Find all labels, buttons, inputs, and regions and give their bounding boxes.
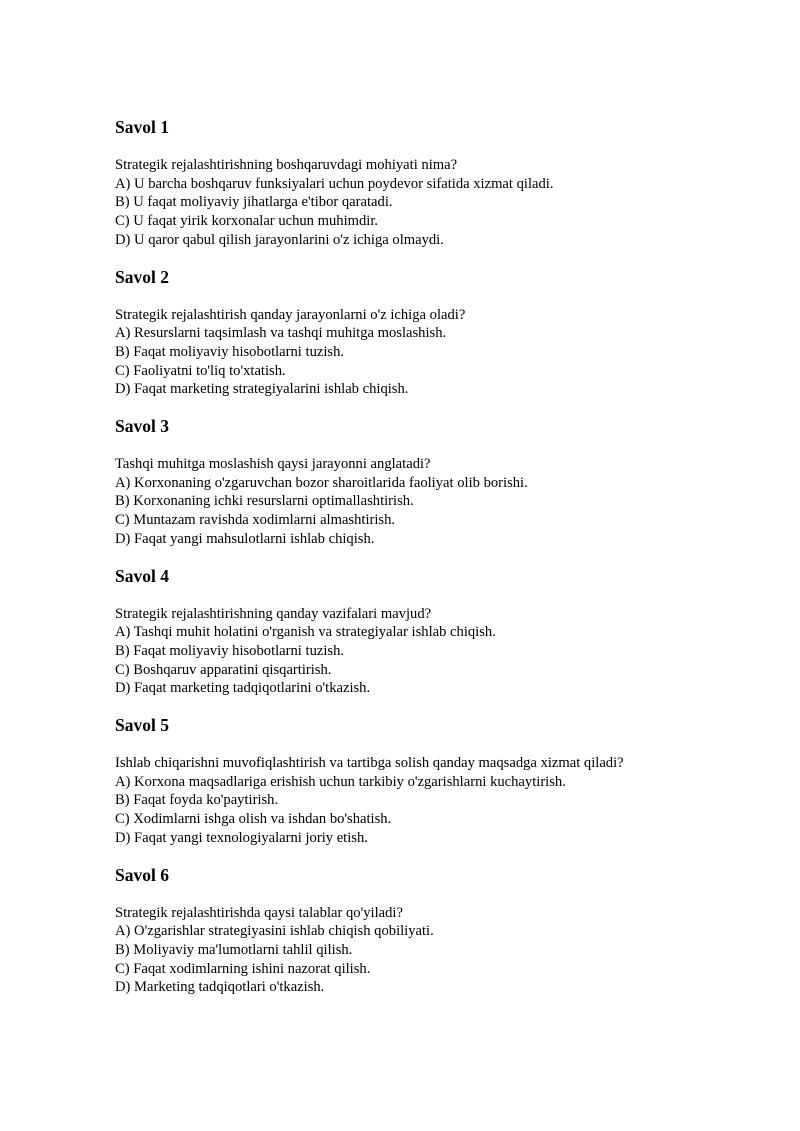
question-text: Tashqi muhitga moslashish qaysi jarayonni anglatadi?: [115, 456, 431, 473]
answer-option-d: D) U qaror qabul qilish jarayonlarini o'z ichiga olmaydi.: [115, 231, 444, 248]
answer-option-c: C) Faoliyatni to'liq to'xtatish.: [115, 362, 286, 379]
question-title: Savol 1: [115, 117, 169, 137]
question-block-2: [115, 267, 755, 400]
answer-option-d: D) Faqat yangi mahsulotlarni ishlab chiqish.: [115, 530, 375, 547]
answer-option-d: D) Marketing tadqiqotlari o'tkazish.: [115, 979, 325, 996]
document-page: [115, 117, 755, 1014]
answer-option-a: A) Korxona maqsadlariga erishish uchun tarkibiy o'zgarishlarni kuchaytirish.: [115, 773, 566, 790]
answer-option-a: A) U barcha boshqaruv funksiyalari uchun poydevor sifatida xizmat qiladi.: [115, 175, 554, 192]
question-block-3: [115, 416, 755, 549]
answer-option-c: C) Muntazam ravishda xodimlarni almashtirish.: [115, 512, 396, 529]
question-block-1: [115, 117, 755, 250]
answer-option-b: B) Faqat moliyaviy hisobotlarni tuzish.: [115, 343, 345, 360]
question-title: Savol 5: [115, 715, 169, 736]
question-block-4: [115, 566, 755, 699]
answer-option-a: A) Korxonaning o'zgaruvchan bozor sharoitlarida faoliyat olib borishi.: [115, 474, 528, 491]
answer-option-a: A) Tashqi muhit holatini o'rganish va strategiyalar ishlab chiqish.: [115, 624, 496, 641]
question-text: Ishlab chiqarishni muvofiqlashtirish va tartibga solish qanday maqsadga xizmat qiladi?: [115, 755, 624, 772]
question-block-5: [115, 715, 755, 848]
answer-option-c: C) Xodimlarni ishga olish va ishdan bo'shatish.: [115, 811, 392, 828]
answer-option-d: D) Faqat marketing tadqiqotlarini o'tkazish.: [115, 680, 371, 697]
answer-option-b: B) Moliyaviy ma'lumotlarni tahlil qilish.: [115, 941, 353, 958]
answer-option-b: B) Korxonaning ichki resurslarni optimallashtirish.: [115, 493, 414, 510]
answer-option-d: D) Faqat yangi texnologiyalarni joriy etish.: [115, 829, 368, 846]
answer-option-c: C) Boshqaruv apparatini qisqartirish.: [115, 661, 332, 678]
question-block-6: [115, 865, 755, 998]
answer-option-d: D) Faqat marketing strategiyalarini ishlab chiqish.: [115, 381, 409, 398]
question-title: Savol 6: [115, 864, 169, 885]
answer-option-a: A) Resurslarni taqsimlash va tashqi muhitga moslashish.: [115, 325, 447, 342]
answer-option-c: C) Faqat xodimlarning ishini nazorat qilish.: [115, 960, 371, 977]
question-title: Savol 4: [115, 565, 169, 586]
question-text: Strategik rejalashtirishning boshqaruvdagi mohiyati nima?: [115, 157, 458, 173]
question-text: Strategik rejalashtirish qanday jarayonlarni o'z ichiga oladi?: [115, 306, 466, 323]
answer-option-c: C) U faqat yirik korxonalar uchun muhimdir.: [115, 213, 379, 230]
question-text: Strategik rejalashtirishning qanday vazifalari mavjud?: [115, 605, 432, 622]
question-title: Savol 3: [115, 416, 169, 437]
answer-option-a: A) O'zgarishlar strategiyasini ishlab chiqish qobiliyati.: [115, 923, 434, 940]
answer-option-b: B) U faqat moliyaviy jihatlarga e'tibor qaratadi.: [115, 194, 393, 211]
question-title: Savol 2: [115, 266, 169, 287]
question-text: Strategik rejalashtirishda qaysi talablar qo'yiladi?: [115, 904, 403, 921]
answer-option-b: B) Faqat foyda ko'paytirish.: [115, 792, 279, 809]
answer-option-b: B) Faqat moliyaviy hisobotlarni tuzish.: [115, 642, 345, 659]
